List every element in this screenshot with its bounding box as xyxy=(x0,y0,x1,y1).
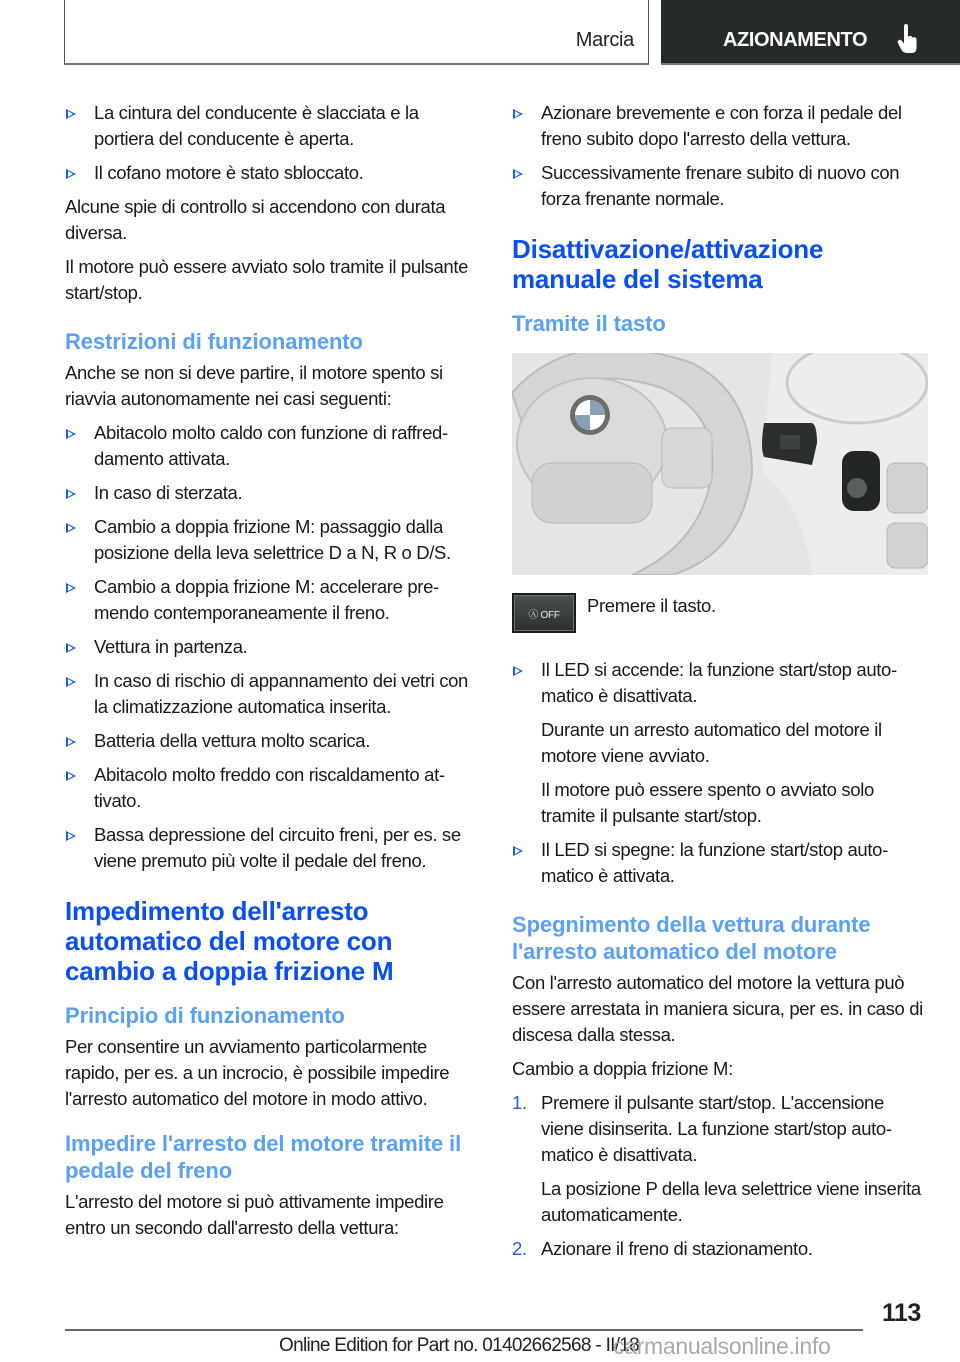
triangle-bullet-icon xyxy=(66,771,76,781)
list-item: In caso di rischio di appannamento dei vetri con la climatizzazione automatica inserita. xyxy=(65,668,480,720)
numbered-step: 2. Azionare il freno di stazionamento. xyxy=(512,1238,813,1259)
header-chapter-tab[interactable] xyxy=(661,0,960,65)
triangle-bullet-icon xyxy=(66,583,76,593)
triangle-bullet-icon xyxy=(513,169,523,179)
list-item: Il cofano motore è stato sbloccato. xyxy=(65,160,480,186)
section-heading-prevention: Impedimento dell'arresto automatico del motore con cambio a doppia frizione M xyxy=(65,896,394,986)
list-item: Bassa depressione del circuito freni, per es. se viene premuto più volte il pedale del freno. xyxy=(65,822,480,874)
instruction-row xyxy=(512,593,930,645)
subheading-principle: Principio di funzionamento xyxy=(65,1003,345,1028)
triangle-bullet-icon xyxy=(66,489,76,499)
triangle-bullet-icon xyxy=(66,429,76,439)
page-number: 113 xyxy=(882,1299,921,1327)
section-heading-manual: Disattivazione/attivazione manuale del sistema xyxy=(512,234,824,294)
list-item: Cambio a doppia frizione M: passaggio dalla posizione della leva selettrice D a N, R o D/S. xyxy=(65,514,480,566)
numbered-step: 1. Premere il pulsante start/stop. L'accensione viene disinserita. La funzione start/stop automatico è disattivata. La posizione P della leva selettrice viene inserita automaticamente. xyxy=(512,1092,921,1225)
left-column xyxy=(65,100,480,1249)
paragraph: Cambio a doppia frizione M: xyxy=(512,1058,733,1079)
triangle-bullet-icon xyxy=(66,737,76,747)
subheading-button: Tramite il tasto xyxy=(512,311,666,336)
paragraph: L'arresto del motore si può attivamente impedire entro un secondo dall'arresto della vettura: xyxy=(65,1191,444,1238)
footer-edition: Online Edition for Part no. 01402662568 - II/18 xyxy=(279,1335,640,1356)
header-section-label: Marcia xyxy=(575,29,634,51)
triangle-bullet-icon xyxy=(66,169,76,179)
list-item: Vettura in partenza. xyxy=(65,634,480,660)
paragraph: Il motore può essere avviato solo tramite il pulsante start/stop. xyxy=(65,256,469,303)
list-item: Abitacolo molto freddo con riscaldamento attivato. xyxy=(65,762,480,814)
list-item: Batteria della vettura molto scarica. xyxy=(65,728,480,754)
paragraph: Con l'arresto automatico del motore la vettura può essere arrestata in maniera sicura, per es. in caso di discesa dalla stessa. xyxy=(512,972,923,1045)
triangle-bullet-icon xyxy=(66,643,76,653)
right-column xyxy=(512,100,930,1270)
list-item: Azionare brevemente e con forza il pedale del freno subito dopo l'arresto della vettura. xyxy=(512,100,930,152)
triangle-bullet-icon xyxy=(66,831,76,841)
footer-watermark-link[interactable]: carmanualsonline.info xyxy=(613,1333,831,1359)
list-item: Cambio a doppia frizione M: accelerare premendo contemporaneamente il freno. xyxy=(65,574,480,626)
list-item: In caso di sterzata. xyxy=(65,480,480,506)
list-item: La cintura del conducente è slacciata e la portiera del conducente è aperta. xyxy=(65,100,480,152)
auto-start-stop-off-button-icon: Ⓐ OFF xyxy=(512,593,576,633)
list-item: Il LED si accende: la funzione start/stop automatico è disattivata. Durante un arresto automatico del motore il motore viene avviato. Il motore può essere spento o avviato solo tramite il pulsante start/stop. xyxy=(512,657,930,829)
steering-wheel-illustration xyxy=(512,353,928,575)
list-item: Successivamente frenare subito di nuovo con forza frenante normale. xyxy=(512,160,930,212)
paragraph: Anche se non si deve partire, il motore spento si riavvia autonomamente nei casi seguenti: xyxy=(65,362,443,409)
header-chapter-label: AZIONAMENTO xyxy=(723,29,868,51)
triangle-bullet-icon xyxy=(66,523,76,533)
triangle-bullet-icon xyxy=(66,109,76,119)
triangle-bullet-icon xyxy=(513,666,523,676)
paragraph: Alcune spie di controllo si accendono con durata diversa. xyxy=(65,196,446,243)
header-section-tab[interactable] xyxy=(64,0,649,65)
button-instruction: Premere il tasto. xyxy=(587,595,716,616)
triangle-bullet-icon xyxy=(513,846,523,856)
paragraph: Per consentire un avviamento particolarmente rapido, per es. a un incrocio, è possibile impedire l'arresto automatico del motore in modo attivo. xyxy=(65,1036,450,1109)
hand-pointer-icon xyxy=(897,24,919,54)
subheading-brake: Impedire l'arresto del motore tramite il pedale del freno xyxy=(65,1131,462,1183)
triangle-bullet-icon xyxy=(66,677,76,687)
list-item: Abitacolo molto caldo con funzione di raffreddamento attivata. xyxy=(65,420,480,472)
footer-divider xyxy=(65,1329,863,1331)
section-heading-shutdown: Spegnimento della vettura durante l'arresto automatico del motore xyxy=(512,912,871,964)
list-item: Il LED si spegne: la funzione start/stop automatico è attivata. xyxy=(512,837,930,889)
dashboard-photo xyxy=(512,353,928,575)
triangle-bullet-icon xyxy=(513,109,523,119)
section-heading-restrictions: Restrizioni di funzionamento xyxy=(65,329,363,354)
